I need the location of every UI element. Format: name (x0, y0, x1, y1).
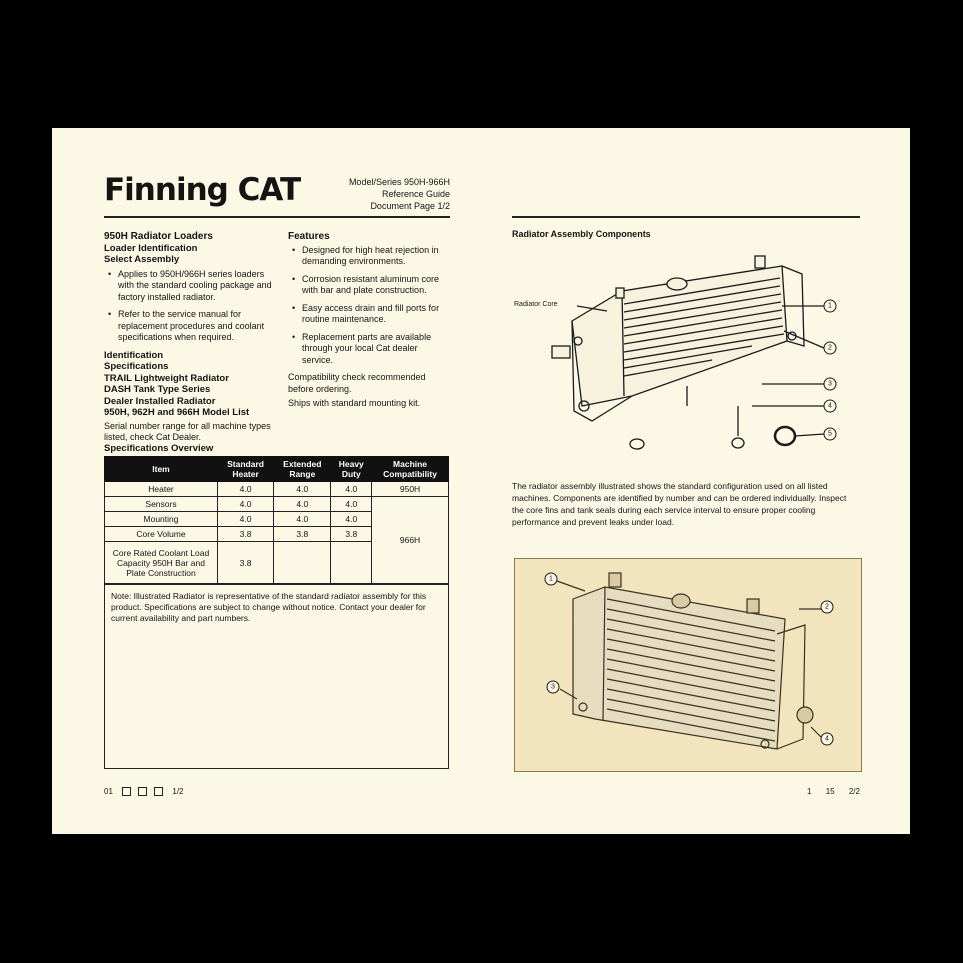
table-cell: 4.0 (331, 512, 372, 527)
column-line: 950H, 962H and 966H Model List (104, 407, 250, 418)
bullet-item: • Corrosion resistant aluminum core with bar and plate construction. (288, 274, 450, 297)
radiator-diagram (512, 246, 860, 456)
table-cell (274, 542, 331, 584)
table-cell: Sensors (105, 497, 218, 512)
table-cell: 950H (372, 482, 449, 497)
table-cell: 4.0 (274, 482, 331, 497)
callout-number: 2 (828, 344, 832, 352)
meta-line: Reference Guide (381, 189, 450, 199)
header-meta (349, 176, 450, 212)
bullet-item: • Refer to the service manual for replacement procedures and coolant specifications when required. (104, 309, 276, 344)
column-line: Dealer Installed Radiator (104, 395, 216, 407)
callout-number: 3 (828, 380, 832, 388)
meta-line: Document Page 1/2 (370, 201, 450, 211)
table-cell: 4.0 (274, 497, 331, 512)
table-cell: 4.0 (331, 482, 372, 497)
footer-label: 15 (825, 787, 835, 796)
table-cell: Core Rated Coolant Load Capacity 950H Bar and Plate Construction (105, 542, 218, 584)
table-cell (331, 542, 372, 584)
table-cell: 4.0 (218, 482, 274, 497)
right-footer (807, 787, 860, 796)
table-header: Extended Range (274, 457, 331, 482)
column-line: before ordering. (288, 383, 352, 394)
table-cell: Mounting (105, 512, 218, 527)
left-column-2 (288, 231, 450, 410)
footer-label: 01 (104, 787, 113, 796)
nav-square-icon (154, 787, 163, 796)
bullet-item: • Easy access drain and fill ports for routine maintenance. (288, 303, 450, 326)
callout-number: 5 (828, 430, 832, 438)
column-line: Identification (104, 349, 164, 361)
table-header: Item (105, 457, 218, 482)
left-column-1 (104, 231, 276, 444)
bullet-item: • Applies to 950H/966H series loaders with the standard cooling package and factory installed radiator. (104, 269, 276, 304)
right-header-divider (512, 216, 860, 218)
header-divider (104, 216, 450, 218)
right-section-title: Radiator Assembly Components (512, 229, 651, 239)
table-row (105, 482, 449, 497)
table-cell-merged: 966H (372, 497, 449, 584)
column-line: Ships with standard mounting kit. (288, 398, 421, 408)
table-caption: Specifications Overview (104, 443, 214, 454)
callout-number: 1 (549, 575, 553, 583)
column-line: Specifications (104, 361, 169, 372)
callout-number: 4 (828, 402, 832, 410)
table-header: Heavy Duty (331, 457, 372, 482)
column-tail: Serial number range for all machine types listed, check Cat Dealer. (104, 420, 271, 442)
left-footer (104, 787, 184, 796)
nav-square-icon (138, 787, 147, 796)
callout-number: 2 (825, 603, 829, 611)
specifications-table (104, 456, 449, 584)
column-title: Features (288, 231, 330, 242)
nav-square-icon (122, 787, 131, 796)
meta-line: Model/Series 950H-966H (348, 177, 450, 187)
bullet-item: • Designed for high heat rejection in demanding environments. (288, 245, 450, 268)
column-line: Loader Identification (104, 242, 198, 254)
footer-label: 1/2 (172, 787, 184, 796)
table-cell: 3.8 (218, 527, 274, 542)
table-row (105, 497, 449, 512)
right-paragraph: The radiator assembly illustrated shows the standard configuration used on all listed machines. Components are identified by number and can be ordered individually. Inspect the core fins and tank seals during each service interval to ensure proper cooling performance and prevent leaks under load. (512, 481, 847, 527)
table-cell: 4.0 (218, 512, 274, 527)
table-cell: Core Volume (105, 527, 218, 542)
table-header: Machine Compatibility (372, 457, 449, 482)
column-line: DASH Tank Type Series (104, 384, 211, 395)
table-cell: 3.8 (274, 527, 331, 542)
column-title: 950H Radiator Loaders (104, 231, 213, 242)
bullet-item: • Replacement parts are available through your local Cat dealer service. (288, 332, 450, 367)
table-cell: 3.8 (331, 527, 372, 542)
callout-number: 1 (828, 302, 832, 310)
table-cell: Heater (105, 482, 218, 497)
radiator-photo (514, 558, 862, 772)
table-cell: 4.0 (331, 497, 372, 512)
table-cell: 3.8 (218, 542, 274, 584)
column-line: Select Assembly (104, 254, 180, 265)
callout-number: 3 (551, 683, 555, 691)
table-cell: 4.0 (274, 512, 331, 527)
footer-label: 1 (807, 787, 812, 796)
table-cell: 4.0 (218, 497, 274, 512)
brand-logo: Finning CAT (104, 172, 301, 208)
table-header: Standard Heater (218, 457, 274, 482)
note-box: Note: Illustrated Radiator is representative of the standard radiator assembly for this product. Specifications are subject to change without notice. Contact your dealer for current availability and part numbers. (104, 584, 449, 769)
callout-number: 4 (825, 735, 829, 743)
diagram-label: Radiator Core (514, 301, 558, 308)
column-line: Compatibility check recommended (288, 372, 426, 382)
column-line: TRAIL Lightweight Radiator (104, 372, 229, 384)
document-page (52, 128, 910, 834)
footer-label: 2/2 (848, 787, 860, 796)
radiator-photo-drawing (515, 559, 861, 771)
